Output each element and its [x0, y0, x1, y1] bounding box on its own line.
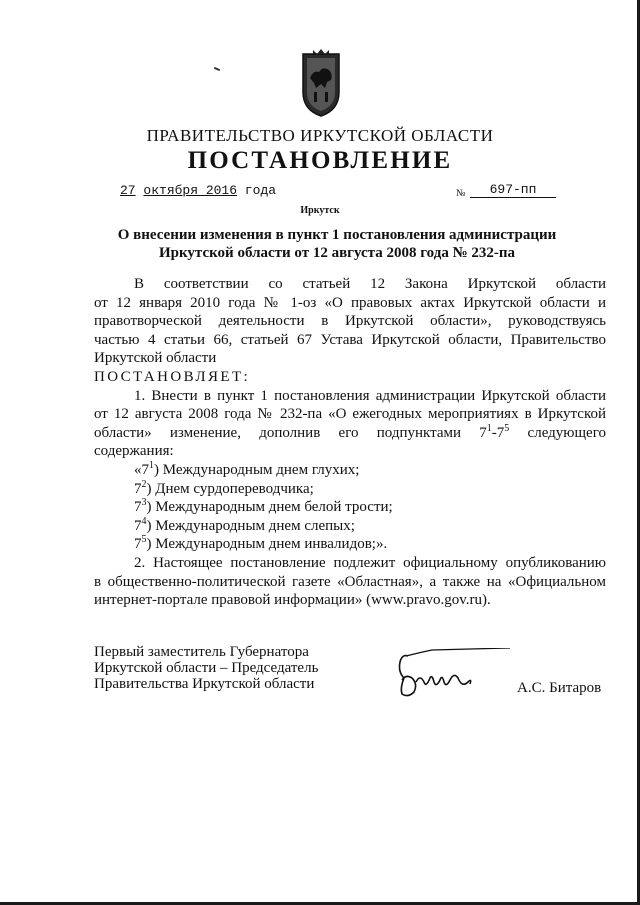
document-date — [120, 183, 276, 198]
signatory-name: А.С. Битаров — [517, 680, 602, 696]
subject-line: О внесении изменения в пункт 1 постановления администрации — [117, 227, 557, 243]
signatory-position — [94, 644, 318, 692]
document-type: ПОСТАНОВЛЕНИЕ — [187, 147, 453, 174]
item1-superscript: 1 — [486, 422, 492, 434]
resolves-heading: ПОСТАНОВЛЯЕТ: — [94, 368, 251, 385]
date-suffix: года — [244, 183, 277, 198]
position-line: Иркутской области – Председатель — [94, 660, 319, 676]
subitem-number: 7 — [134, 480, 142, 497]
subitem-text: ) Днем сурдопереводчика; — [146, 480, 314, 497]
subitem — [94, 517, 606, 536]
document-subject — [98, 226, 576, 262]
subitem — [94, 535, 606, 554]
item2-line: в общественно-политической газете «Областная», а также на «Официальном — [94, 573, 606, 590]
item1-text: области» изменение, дополнив его подпунктами 7 — [94, 424, 487, 441]
number-label: № — [456, 188, 466, 199]
handwritten-signature — [392, 648, 512, 702]
item1-text: -7 — [491, 424, 505, 441]
subitem-superscript: 4 — [141, 515, 147, 527]
subitem-number: 7 — [134, 536, 142, 553]
government-name: ПРАВИТЕЛЬСТВО ИРКУТСКОЙ ОБЛАСТИ — [146, 126, 494, 145]
subject-line: Иркутской области от 12 августа 2008 года № 232-па — [158, 245, 516, 261]
preamble-line: правотворческой деятельности в Иркутской области», руководствуясь — [94, 313, 606, 330]
subitem — [94, 461, 606, 480]
item2-line: интернет-портале правовой информации» (www.pravo.gov.ru). — [94, 592, 491, 609]
subitem-superscript: 3 — [141, 497, 147, 509]
date-day: 27 — [120, 183, 136, 198]
preamble-line: В соответствии со статьей 12 Закона Иркутской области — [134, 276, 606, 292]
document-body — [94, 275, 606, 610]
item1-line: от 12 августа 2008 года № 232-па «О ежегодных мероприятиях в Иркутской — [94, 406, 606, 423]
item1-line: 1. Внести в пункт 1 постановления администрации Иркутской области — [134, 387, 606, 404]
item1-superscript: 5 — [504, 422, 510, 434]
position-line: Правительства Иркутской области — [94, 676, 315, 692]
coat-of-arms-icon — [299, 48, 343, 118]
item1-line — [94, 424, 606, 443]
position-line: Первый заместитель Губернатора — [94, 644, 309, 660]
subitem-text: ) Международным днем инвалидов;». — [146, 536, 388, 553]
preamble-line: Иркутской области — [94, 350, 217, 367]
date-month-year: октября 2016 — [143, 183, 238, 198]
scan-speck — [214, 67, 220, 71]
item2-line: 2. Настоящее постановление подлежит официальному опубликованию — [134, 554, 606, 571]
subitem-superscript: 1 — [149, 459, 154, 471]
subitem-text: ) Международным днем глухих; — [154, 461, 360, 478]
subitem — [94, 498, 606, 517]
subitem-text: ) Международным днем белой трости; — [146, 499, 393, 516]
city: Иркутск — [300, 205, 340, 216]
document-number: 697-пп — [470, 183, 556, 198]
subitem-number: 7 — [134, 499, 142, 516]
subitem-superscript: 5 — [141, 534, 147, 546]
preamble-line: от 12 января 2010 года № 1-оз «О правовых актах Иркутской области и — [94, 294, 606, 311]
subitem-superscript: 2 — [141, 478, 147, 490]
subitem — [94, 480, 606, 499]
subitem-text: ) Международным днем слепых; — [146, 517, 355, 534]
item1-line: содержания: — [94, 443, 174, 460]
item1-text: следующего — [509, 424, 606, 441]
subitem-number: 7 — [134, 517, 142, 534]
subitem-number: «7 — [134, 461, 149, 478]
preamble-line: частью 4 статьи 66, статьей 67 Устава Иркутской области, Правительство — [94, 331, 606, 348]
